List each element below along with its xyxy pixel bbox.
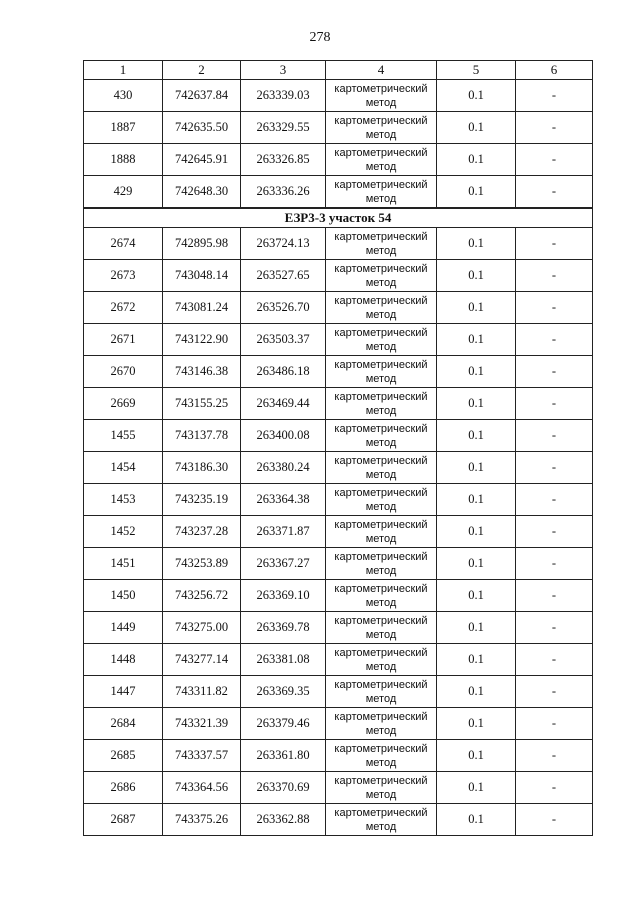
note-cell: - [516,580,593,612]
method-line-1: картометрический [334,294,428,307]
method-line-1: картометрический [334,230,428,243]
method-cell [326,484,437,516]
method-line-1: картометрический [334,422,428,435]
accuracy-cell: 0.1 [437,676,516,708]
point-id-cell: 2670 [84,356,163,388]
accuracy-cell: 0.1 [437,548,516,580]
method-cell [326,772,437,804]
method-line-1: картометрический [334,550,428,563]
section-title: ЕЗР3-3 участок 54 [84,208,593,228]
method-cell [326,144,437,176]
point-id-cell: 430 [84,80,163,112]
coord-x-cell: 743277.14 [163,644,241,676]
note-cell: - [516,356,593,388]
coord-y-cell: 263364.38 [241,484,326,516]
method-line-2: метод [365,500,397,513]
table-header-row [84,61,593,80]
accuracy-cell: 0.1 [437,772,516,804]
coord-y-cell: 263503.37 [241,324,326,356]
coord-y-cell: 263400.08 [241,420,326,452]
coord-x-cell: 743321.39 [163,708,241,740]
method-cell [326,80,437,112]
accuracy-cell: 0.1 [437,112,516,144]
note-cell: - [516,676,593,708]
method-cell [326,292,437,324]
coord-x-cell: 742648.30 [163,176,241,209]
method-line-2: метод [365,128,397,141]
table-row [84,112,593,144]
table-row [84,176,593,209]
method-cell [326,676,437,708]
coord-x-cell: 742635.50 [163,112,241,144]
coord-x-cell: 743137.78 [163,420,241,452]
accuracy-cell: 0.1 [437,260,516,292]
table-row [84,388,593,420]
point-id-cell: 1448 [84,644,163,676]
method-cell [326,112,437,144]
note-cell: - [516,548,593,580]
method-line-2: метод [365,96,397,109]
method-line-2: метод [365,308,397,321]
method-line-2: метод [365,276,397,289]
coord-x-cell: 743048.14 [163,260,241,292]
method-line-2: метод [365,244,397,257]
header-cell: 2 [163,61,241,80]
coord-y-cell: 263370.69 [241,772,326,804]
table-row [84,292,593,324]
coord-y-cell: 263361.80 [241,740,326,772]
method-line-2: метод [365,596,397,609]
note-cell: - [516,228,593,260]
point-id-cell: 1453 [84,484,163,516]
method-line-1: картометрический [334,614,428,627]
table-row [84,356,593,388]
method-cell [326,644,437,676]
coord-x-cell: 743311.82 [163,676,241,708]
coord-y-cell: 263369.10 [241,580,326,612]
table-row [84,708,593,740]
coord-x-cell: 742895.98 [163,228,241,260]
note-cell: - [516,484,593,516]
accuracy-cell: 0.1 [437,644,516,676]
method-line-1: картометрический [334,646,428,659]
coord-y-cell: 263486.18 [241,356,326,388]
method-line-2: метод [365,660,397,673]
accuracy-cell: 0.1 [437,388,516,420]
method-line-2: метод [365,468,397,481]
point-id-cell: 2669 [84,388,163,420]
coord-y-cell: 263381.08 [241,644,326,676]
method-line-1: картометрический [334,326,428,339]
method-line-1: картометрический [334,358,428,371]
point-id-cell: 1888 [84,144,163,176]
point-id-cell: 429 [84,176,163,209]
table-row [84,228,593,260]
accuracy-cell: 0.1 [437,228,516,260]
method-line-1: картометрический [334,486,428,499]
coord-x-cell: 743375.26 [163,804,241,836]
table-row [84,580,593,612]
method-cell [326,612,437,644]
method-cell [326,388,437,420]
method-line-2: метод [365,192,397,205]
note-cell: - [516,740,593,772]
coord-y-cell: 263469.44 [241,388,326,420]
method-line-2: метод [365,532,397,545]
accuracy-cell: 0.1 [437,516,516,548]
method-cell [326,516,437,548]
accuracy-cell: 0.1 [437,356,516,388]
note-cell: - [516,112,593,144]
method-cell [326,176,437,209]
method-cell [326,260,437,292]
point-id-cell: 1454 [84,452,163,484]
coord-y-cell: 263326.85 [241,144,326,176]
note-cell: - [516,420,593,452]
point-id-cell: 1452 [84,516,163,548]
accuracy-cell: 0.1 [437,80,516,112]
page-number: 278 [309,30,331,45]
point-id-cell: 2674 [84,228,163,260]
method-line-2: метод [365,692,397,705]
method-line-1: картометрический [334,390,428,403]
coord-y-cell: 263339.03 [241,80,326,112]
method-cell [326,420,437,452]
coord-y-cell: 263329.55 [241,112,326,144]
header-cell: 5 [437,61,516,80]
method-line-1: картометрический [334,582,428,595]
table-row [84,452,593,484]
coord-x-cell: 743122.90 [163,324,241,356]
coord-y-cell: 263367.27 [241,548,326,580]
table-row [84,516,593,548]
table-row [84,740,593,772]
note-cell: - [516,292,593,324]
accuracy-cell: 0.1 [437,292,516,324]
coord-x-cell: 743186.30 [163,452,241,484]
coord-x-cell: 742637.84 [163,80,241,112]
accuracy-cell: 0.1 [437,740,516,772]
coord-y-cell: 263369.35 [241,676,326,708]
point-id-cell: 1887 [84,112,163,144]
method-cell [326,324,437,356]
coord-y-cell: 263380.24 [241,452,326,484]
method-line-2: метод [365,372,397,385]
table-row [84,548,593,580]
coord-x-cell: 743235.19 [163,484,241,516]
accuracy-cell: 0.1 [437,804,516,836]
method-line-1: картометрический [334,114,428,127]
method-line-1: картометрический [334,82,428,95]
coord-y-cell: 263724.13 [241,228,326,260]
method-line-2: метод [365,340,397,353]
table-row [84,804,593,836]
note-cell: - [516,772,593,804]
note-cell: - [516,516,593,548]
method-line-2: метод [365,628,397,641]
point-id-cell: 2671 [84,324,163,356]
method-line-1: картометрический [334,774,428,787]
point-id-cell: 1450 [84,580,163,612]
note-cell: - [516,176,593,209]
method-line-1: картометрический [334,710,428,723]
coord-y-cell: 263371.87 [241,516,326,548]
method-line-2: метод [365,788,397,801]
coord-y-cell: 263362.88 [241,804,326,836]
point-id-cell: 2673 [84,260,163,292]
method-line-1: картометрический [334,806,428,819]
table-row [84,420,593,452]
point-id-cell: 2685 [84,740,163,772]
accuracy-cell: 0.1 [437,324,516,356]
method-cell [326,356,437,388]
method-cell [326,228,437,260]
note-cell: - [516,324,593,356]
coordinates-table-body [84,61,593,836]
accuracy-cell: 0.1 [437,176,516,209]
coord-x-cell: 743337.57 [163,740,241,772]
accuracy-cell: 0.1 [437,612,516,644]
accuracy-cell: 0.1 [437,420,516,452]
method-line-1: картометрический [334,178,428,191]
note-cell: - [516,708,593,740]
table-row [84,772,593,804]
accuracy-cell: 0.1 [437,452,516,484]
method-cell [326,708,437,740]
coord-x-cell: 743275.00 [163,612,241,644]
point-id-cell: 2686 [84,772,163,804]
header-cell: 1 [84,61,163,80]
coord-x-cell: 743364.56 [163,772,241,804]
accuracy-cell: 0.1 [437,580,516,612]
coord-y-cell: 263527.65 [241,260,326,292]
method-line-1: картометрический [334,678,428,691]
method-cell [326,740,437,772]
method-line-2: метод [365,724,397,737]
coord-y-cell: 263526.70 [241,292,326,324]
point-id-cell: 2684 [84,708,163,740]
method-line-2: метод [365,160,397,173]
method-line-2: метод [365,404,397,417]
coord-y-cell: 263379.46 [241,708,326,740]
method-line-2: метод [365,820,397,833]
coord-x-cell: 743253.89 [163,548,241,580]
note-cell: - [516,144,593,176]
note-cell: - [516,388,593,420]
point-id-cell: 1455 [84,420,163,452]
coordinates-table [83,60,593,836]
header-cell: 4 [326,61,437,80]
note-cell: - [516,80,593,112]
point-id-cell: 1447 [84,676,163,708]
method-cell [326,580,437,612]
table-row [84,260,593,292]
method-line-2: метод [365,436,397,449]
note-cell: - [516,612,593,644]
table-row [84,80,593,112]
accuracy-cell: 0.1 [437,144,516,176]
coord-x-cell: 743256.72 [163,580,241,612]
header-cell: 3 [241,61,326,80]
point-id-cell: 1451 [84,548,163,580]
method-cell [326,804,437,836]
table-row [84,676,593,708]
table-row [84,644,593,676]
note-cell: - [516,644,593,676]
note-cell: - [516,260,593,292]
accuracy-cell: 0.1 [437,484,516,516]
point-id-cell: 2672 [84,292,163,324]
table-row [84,484,593,516]
header-cell: 6 [516,61,593,80]
table-row [84,612,593,644]
note-cell: - [516,452,593,484]
coord-x-cell: 743146.38 [163,356,241,388]
note-cell: - [516,804,593,836]
method-line-2: метод [365,756,397,769]
coord-y-cell: 263369.78 [241,612,326,644]
method-line-1: картометрический [334,518,428,531]
method-line-1: картометрический [334,146,428,159]
coord-x-cell: 742645.91 [163,144,241,176]
method-line-2: метод [365,564,397,577]
section-header-row [84,208,593,228]
coord-x-cell: 743081.24 [163,292,241,324]
method-line-1: картометрический [334,742,428,755]
method-line-1: картометрический [334,262,428,275]
method-cell [326,548,437,580]
accuracy-cell: 0.1 [437,708,516,740]
method-line-1: картометрический [334,454,428,467]
table-row [84,144,593,176]
point-id-cell: 2687 [84,804,163,836]
coord-y-cell: 263336.26 [241,176,326,209]
table-row [84,324,593,356]
point-id-cell: 1449 [84,612,163,644]
method-cell [326,452,437,484]
coord-x-cell: 743155.25 [163,388,241,420]
coord-x-cell: 743237.28 [163,516,241,548]
